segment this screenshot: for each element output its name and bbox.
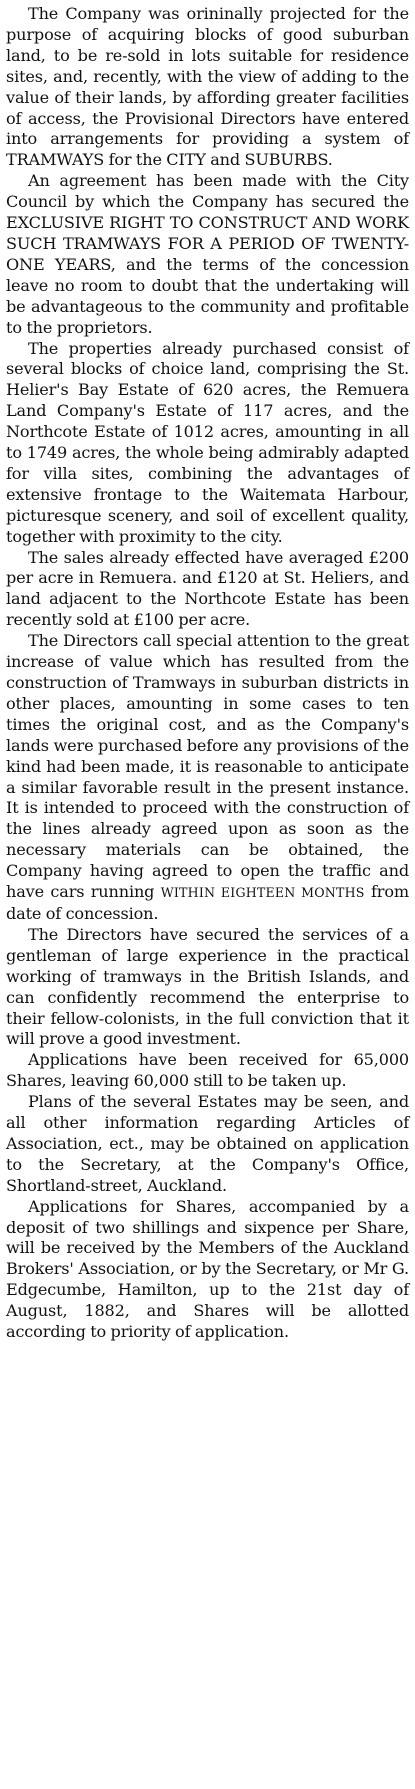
small-caps-phrase: WITHIN EIGHTEEN MONTHS: [160, 885, 365, 901]
paragraph-increase-of-value-text: The Directors call special attention to the great increase of value which has resulted from the construction of Tramways in suburban districts in other places, amounting in some cases to ten times the original cost, and as the Company's lands were purchased before any provisions of the kind had been made, it is reasonable to anticipate a similar favorable result in the present instance. It is intended to proceed with the construction of the lines already agreed upon as soon as the necessary materials can be obtained, the Company having agreed to open the traffic and have cars running: [6, 631, 409, 902]
paragraph-sales-effected: The sales already effected have averaged £200 per acre in Remuera. and £120 at St. Heliers, and land adjacent to the Northcote Estate has been recently sold at £100 per acre.: [6, 547, 409, 630]
paragraph-city-council-agreement: An agreement has been made with the City Council by which the Company has secured the EXCLUSIVE RIGHT TO CONSTRUCT AND WORK SUCH TRAMWAYS FOR A PERIOD OF TWENTY-ONE YEARS, and the terms of the concession leave no room to doubt that the undertaking will be advantageous to the community and profitable to the proprietors.: [6, 171, 409, 337]
paragraph-increase-of-value-tail: from date of concession.: [6, 882, 410, 923]
paragraph-share-applications: Applications for Shares, accompanied by a deposit of two shillings and sixpence per Share, will be received by the Members of the Auckland Brokers' Association, or by the Secretary, or Mr G. Edgecumbe, Hamilton, up to the 21st day of August, 1882, and Shares will be allotted according to priority of application.: [6, 1196, 409, 1342]
paragraph-increase-of-value: [6, 631, 409, 925]
paragraph-properties-purchased: The properties already purchased consist of several blocks of choice land, comprising the St. Helier's Bay Estate of 620 acres, the Remuera Land Company's Estate of 117 acres, and the Northcote Estate of 1012 acres, amounting in all to 1749 acres, the whole being admirably adapted for villa sites, combining the advantages of extensive frontage to the Waitemata Harbour, picturesque scenery, and soil of excellent quality, together with proximity to the city.: [6, 338, 409, 546]
paragraph-tramway-expert: The Directors have secured the services of a gentleman of large experience in the practical working of tramways in the British Islands, and can confidently recommend the enterprise to their fellow-colonists, in the full conviction that it will prove a good investment.: [6, 924, 409, 1049]
paragraph-plans-and-information: Plans of the several Estates may be seen, and all other information regarding Articles of Association, ect., may be obtained on application to the Secretary, at the Company's Office, Shortland-street, Auckland.: [6, 1092, 409, 1195]
paragraph-company-purpose: The Company was orininally projected for the purpose of acquiring blocks of good suburban land, to be re-sold in lots suitable for residence sites, and, recently, with the view of adding to the value of their lands, by affording greater facilities of access, the Provisional Directors have entered into arrangements for providing a system of TRAMWAYS for the CITY and SUBURBS.: [6, 4, 409, 170]
paragraph-applications-received: Applications have been received for 65,000 Shares, leaving 60,000 still to be taken up.: [6, 1050, 409, 1091]
